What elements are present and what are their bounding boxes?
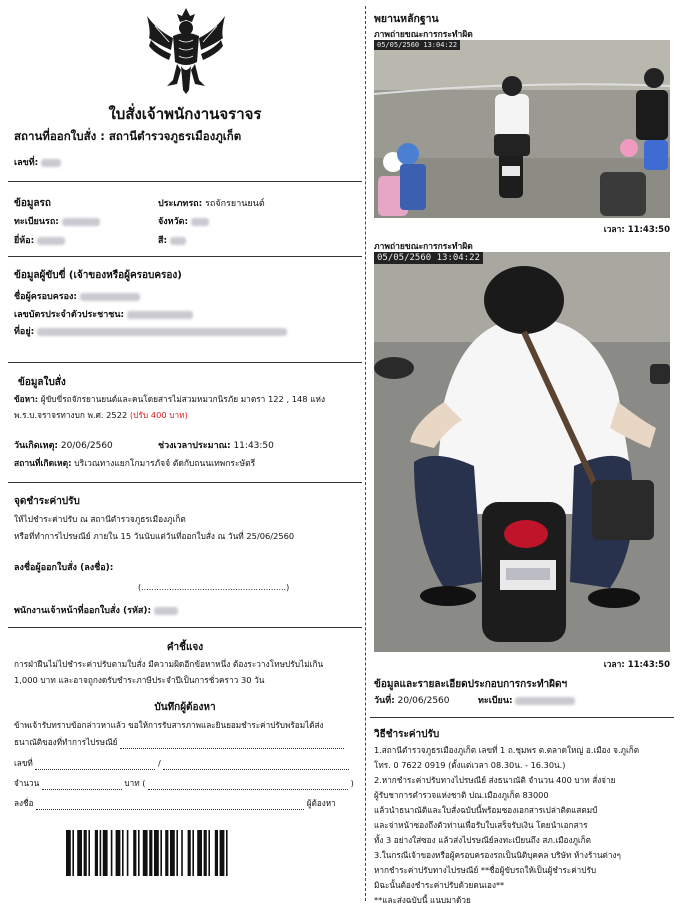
ticket-title: ใบสั่งเจ้าพนักงานจราจร	[108, 105, 262, 123]
incident-date-label: วันเกิดเหตุ:	[14, 441, 59, 451]
payment-point-line-2: หรือที่ทำการไปรษณีย์ ภายใน 15 วันนับแต่วันที่ออกใบสั่ง ณ วันที่ 25/06/2560	[14, 531, 295, 541]
incident-place	[14, 456, 255, 470]
photo-1-timestamp: 05/05/2560 13:04:22	[374, 40, 460, 50]
officer-code	[14, 603, 178, 617]
barcode-bar	[197, 830, 202, 876]
barcode-bar	[127, 830, 129, 876]
redacted-value	[62, 218, 100, 226]
charge-text-2: พ.ร.บ.จราจรทางบก พ.ศ. 2522	[14, 410, 128, 420]
photo-2-time: เวลา: 11:43:50	[603, 660, 670, 670]
redacted-value	[515, 697, 575, 705]
payment-method-line: มิฉะนั้นต้องชำระค่าปรับด้วยตนเอง**	[374, 880, 505, 890]
barcode-bar	[95, 830, 98, 876]
offense-detail-title: ข้อมูลและรายละเอียดประกอบการกระทำผิดฯ	[374, 679, 568, 690]
payment-method-line: ทั้ง 3 อย่างใส่ซอง แล้วส่งไปรษณีย์ลงทะเบียนถึง สภ.เมืองภูเก็ต	[374, 835, 591, 845]
driver-address-label: ที่อยู่:	[14, 327, 35, 337]
garuda-emblem-icon	[143, 4, 229, 96]
explanation-title: คำชี้แจง	[166, 642, 204, 653]
barcode-bar	[165, 830, 168, 876]
closeup-rider-scene	[374, 252, 670, 652]
ticket-number	[14, 155, 61, 169]
barcode-bar	[170, 830, 175, 876]
redacted-value	[37, 328, 287, 336]
evidence-title: พยานหลักฐาน	[374, 13, 439, 25]
dotted-fill-line	[148, 781, 348, 790]
amount-label: จำนวน	[14, 778, 40, 788]
barcode-bar	[88, 830, 90, 876]
dotted-fill-line	[35, 761, 155, 770]
payment-method-line: 2.หากชำระค่าปรับทางไปรษณีย์ ส่งธนาณัติ จำนวน 400 บาท สั่งจ่าย	[374, 775, 616, 785]
charge-text: ผู้ขับขี่รถจักรยานยนต์และคนโดยสารไม่สวมหมวกนิรภัย มาตรา 122 , 148 แห่ง	[40, 394, 326, 404]
column-divider	[365, 6, 366, 901]
vehicle-type-label: ประเภทรถ:	[158, 199, 203, 209]
slash-separator: /	[158, 758, 161, 768]
redacted-value	[37, 237, 65, 245]
dotted-fill-line	[42, 781, 122, 790]
ticket-left-column	[8, 0, 362, 907]
accused-label: ผู้ต้องหา	[306, 798, 336, 808]
redacted-value	[191, 218, 209, 226]
incident-time-value: 11:43:50	[233, 441, 274, 451]
payment-method-line: โทร. 0 7622 0919 (ตั้งแต่เวลา 08.30น. - 16.30น.)	[374, 760, 566, 770]
vehicle-section-title: ข้อมูลรถ	[14, 198, 51, 209]
explanation-line-1: การฝ่าฝืนไม่ไปชำระค่าปรับตามใบสั่ง มีความผิดอีกข้อหาหนึ่ง ต้องระวางโทษปรับไม่เกิน	[14, 659, 324, 669]
redacted-value	[80, 293, 140, 301]
charge-label: ข้อหา:	[14, 394, 39, 404]
incident-time	[158, 438, 274, 452]
redacted-value	[127, 311, 193, 319]
offense-date	[374, 693, 450, 707]
driver-address	[14, 324, 287, 338]
barcode-bar	[204, 830, 207, 876]
incident-place-label: สถานที่เกิดเหตุ:	[14, 459, 72, 469]
redacted-value	[154, 607, 178, 615]
officer-code-label: พนักงานเจ้าหน้าที่ออกใบสั่ง (รหัส):	[14, 606, 152, 616]
incident-place-value: บริเวณทางแยกโกมารภัจจ์ ตัดกับถนนเทพกระษัตรี	[74, 459, 256, 469]
photo-2-caption: ภาพถ่ายขณะการกระทำผิด	[374, 242, 473, 252]
money-order-amount	[14, 777, 354, 790]
accused-record-line-2	[14, 736, 344, 749]
payment-method-line: ผู้รับชาการตำรวจแห่งชาติ ปณ.เมืองภูเก็ต 83000	[374, 790, 549, 800]
accused-sign-label: ลงชื่อ	[14, 798, 34, 808]
evidence-right-column	[370, 0, 674, 907]
payment-method-line: และจ่าหน้าซองถึงตัวท่านเพื่อรับใบเสร็จรับเงิน โดยนำเอกสาร	[374, 820, 588, 830]
divider	[8, 362, 362, 363]
divider	[8, 482, 362, 483]
barcode-bar	[84, 830, 87, 876]
money-order-number-label: เลขที่	[14, 758, 33, 768]
fine-amount: (ปรับ 400 บาท)	[129, 410, 188, 420]
ticket-number-label: เลขที่:	[14, 158, 39, 168]
ticket-section-title: ข้อมูลใบสั่ง	[18, 377, 66, 388]
issuer-signature-label: ลงชื่อผู้ออกใบสั่ง (ลงชื่อ):	[14, 563, 114, 573]
accused-record-text: ธนาณัติของที่ทำการไปรษณีย์	[14, 737, 118, 747]
barcode-bar	[154, 830, 159, 876]
divider	[8, 181, 362, 182]
barcode-bar	[220, 830, 225, 876]
charge-line-1	[14, 392, 325, 406]
barcode-bar	[176, 830, 178, 876]
divider	[8, 627, 362, 628]
offense-date-value: 20/06/2560	[397, 696, 450, 706]
barcode-bar	[116, 830, 121, 876]
payment-point-line-1: ให้ไปชำระค่าปรับ ณ สถานีตำรวจภูธรเมืองภูเก็ต	[14, 514, 186, 524]
barcode-bar	[138, 830, 140, 876]
barcode-bar	[72, 830, 74, 876]
vehicle-color	[158, 233, 186, 247]
issuer-signature-line: (.........................................................)	[138, 583, 290, 592]
barcode-bar	[160, 830, 162, 876]
owner-name	[14, 289, 140, 303]
divider	[8, 256, 362, 257]
redacted-value	[41, 159, 61, 167]
vehicle-type	[158, 196, 265, 210]
dotted-fill-line	[163, 761, 349, 770]
barcode-bar	[192, 830, 194, 876]
redacted-value	[170, 237, 186, 245]
citizen-id-label: เลขบัตรประจำตัวประชาชน:	[14, 310, 125, 320]
vehicle-plate	[14, 214, 100, 228]
barcode-bar	[226, 830, 228, 876]
incident-date-value: 20/06/2560	[60, 441, 113, 451]
payment-methods-title: วิธีชำระค่าปรับ	[374, 729, 440, 740]
barcode-bar	[103, 830, 108, 876]
barcode-bar	[100, 830, 102, 876]
money-order-number	[14, 757, 349, 770]
barcode-bar	[133, 830, 136, 876]
incident-time-label: ช่วงเวลาประมาณ:	[158, 441, 231, 451]
vehicle-province-label: จังหวัด:	[158, 217, 189, 227]
baht-label: บาท (	[124, 778, 146, 788]
evidence-photo-1	[374, 40, 670, 218]
issuing-place: สถานที่ออกใบสั่ง : สถานีตำรวจภูธรเมืองภูเก็ต	[14, 129, 242, 143]
offense-plate-label: ทะเบียน:	[478, 696, 513, 706]
vehicle-brand	[14, 233, 65, 247]
offense-plate	[478, 693, 575, 707]
close-paren: )	[350, 778, 354, 788]
accused-signature	[14, 797, 336, 810]
vehicle-plate-label: ทะเบียนรถ:	[14, 217, 59, 227]
photo-1-caption: ภาพถ่ายขณะการกระทำผิด	[374, 30, 473, 40]
barcode-bar	[111, 830, 113, 876]
dotted-fill-line	[36, 801, 304, 810]
barcode-bar	[149, 830, 152, 876]
barcode-bar	[122, 830, 124, 876]
payment-method-line: 3.ในกรณีเจ้าของหรือผู้ครอบครองรถเป็นนิติบุคคล บริษัท ห้างร้านต่างๆ	[374, 850, 621, 860]
payment-point-title: จุดชำระค่าปรับ	[14, 496, 80, 507]
driver-section-title: ข้อมูลผู้ขับขี่ (เจ้าของหรือผู้ครอบครอง)	[14, 270, 182, 281]
explanation-line-2: 1,000 บาท และอาจถูกงดรับชำระภาษีประจำปีเป็นการชั่วคราว 30 วัน	[14, 675, 265, 685]
citizen-id	[14, 307, 193, 321]
payment-method-line: หากชำระค่าปรับทางไปรษณีย์ **ชื่อผู้ขับรถให้เป็นผู้ชำระค่าปรับ	[374, 865, 597, 875]
accused-record-line-1: ข้าพเจ้ารับทราบข้อกล่าวหาแล้ว ขอให้การรับสารภาพและยินยอมชำระค่าปรับพร้อมได้ส่ง	[14, 720, 324, 730]
evidence-photo-2	[374, 252, 670, 652]
incident-date	[14, 438, 113, 452]
barcode-bar	[143, 830, 148, 876]
barcode-bar	[188, 830, 191, 876]
photo-2-timestamp: 05/05/2560 13:04:22	[374, 252, 483, 264]
vehicle-color-label: สี:	[158, 236, 168, 246]
vehicle-type-value: รถจักรยานยนต์	[205, 199, 265, 209]
divider	[370, 717, 674, 718]
offense-date-label: วันที่:	[374, 696, 395, 706]
payment-method-line: **และส่งฉบับนี้ แนบมาด้วย	[374, 895, 471, 905]
photo-1-time: เวลา: 11:43:50	[603, 225, 670, 235]
barcode-bar	[215, 830, 218, 876]
owner-name-label: ชื่อผู้ครอบครอง:	[14, 292, 78, 302]
barcode	[66, 830, 316, 876]
payment-method-line: 1.สถานีตำรวจภูธรเมืองภูเก็ต เลขที่ 1 ถ.ชุมพร ต.ตลาดใหญ่ อ.เมือง จ.ภูเก็ต	[374, 745, 640, 755]
barcode-bar	[181, 830, 183, 876]
dotted-fill-line	[120, 740, 344, 749]
vehicle-brand-label: ยี่ห้อ:	[14, 236, 35, 246]
vehicle-province	[158, 214, 209, 228]
barcode-bar	[66, 830, 71, 876]
charge-line-2	[14, 408, 188, 422]
barcode-bar	[77, 830, 82, 876]
barcode-bar	[208, 830, 210, 876]
payment-method-line: แล้วนำธนาณัติและใบสั่งฉบับนี้พร้อมซองเอกสารเปล่าติดแสตมป์	[374, 805, 598, 815]
accused-record-title: บันทึกผู้ต้องหา	[154, 702, 216, 713]
wide-road-scene	[374, 40, 670, 218]
